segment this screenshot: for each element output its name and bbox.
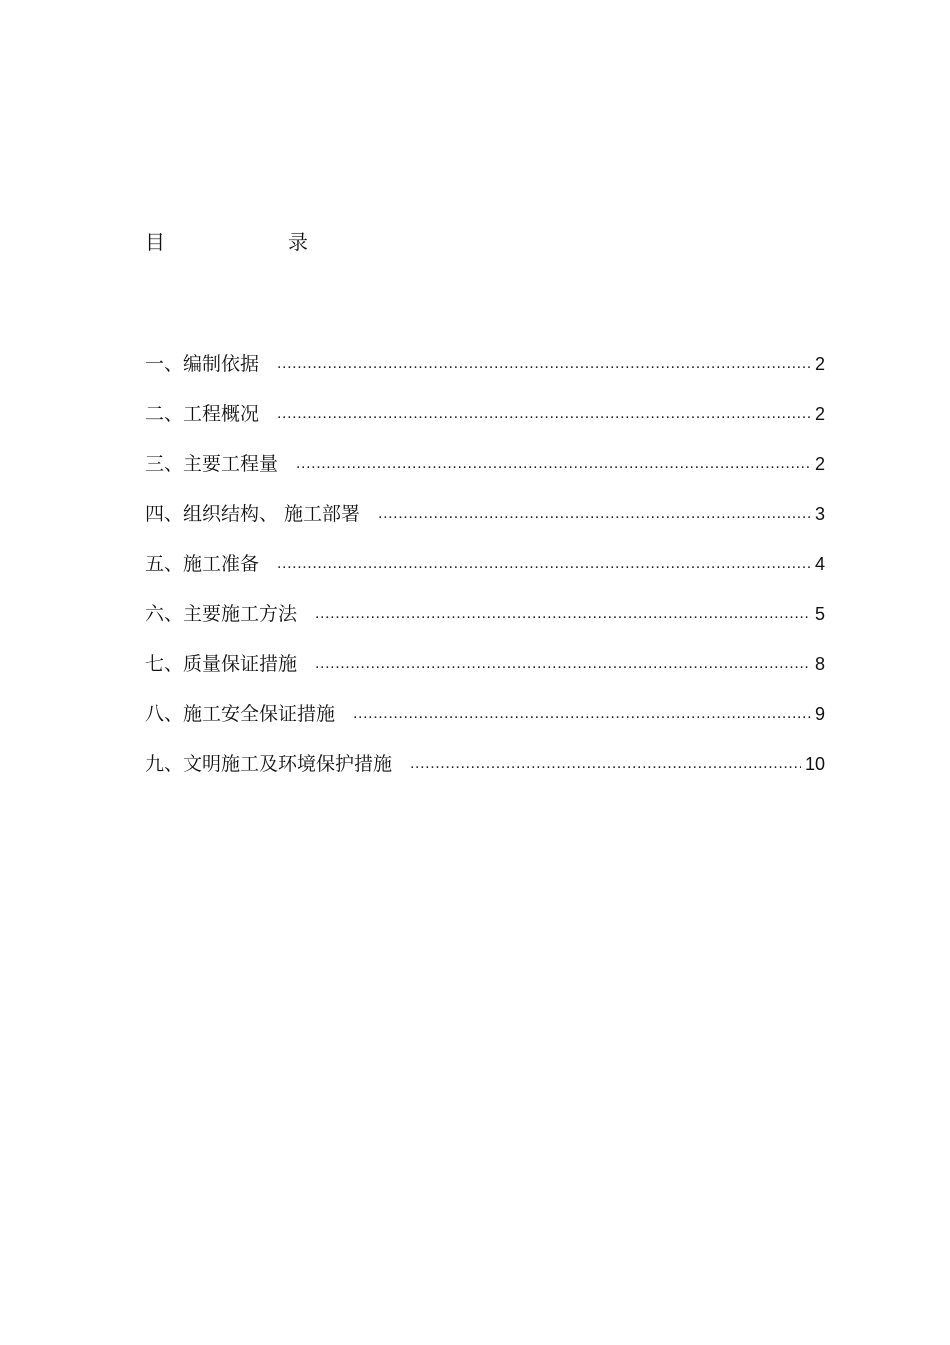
- toc-page-number: 9: [814, 704, 825, 724]
- toc-dot-leader: [277, 552, 811, 576]
- toc-entry-8[interactable]: [145, 678, 825, 728]
- toc-dot-leader: [277, 352, 811, 376]
- toc-entry-6[interactable]: [145, 578, 825, 628]
- toc-entry-9[interactable]: [145, 728, 825, 778]
- toc-page-number: 2: [814, 404, 825, 424]
- toc-title: [145, 228, 325, 256]
- toc-entry-label: 七、质量保证措施: [145, 653, 298, 675]
- toc-entry-label: 九、文明施工及环境保护措施: [145, 753, 393, 775]
- toc-dot-leader: [296, 452, 811, 476]
- toc-entry-1[interactable]: [145, 328, 825, 378]
- toc-page-number: 4: [814, 554, 825, 574]
- toc-dot-leader: [315, 652, 811, 676]
- toc-dot-leader: [410, 752, 801, 776]
- toc-dot-leader: [353, 702, 811, 726]
- toc-entry-5[interactable]: [145, 528, 825, 578]
- toc-page-number: 3: [814, 504, 825, 524]
- toc-dot-leader: [315, 602, 811, 626]
- toc-entry-3[interactable]: [145, 428, 825, 478]
- toc-entry-7[interactable]: [145, 628, 825, 678]
- toc-dot-leader: [378, 502, 811, 526]
- toc-entry-label: 六、主要施工方法: [145, 603, 298, 625]
- toc-entry-label: 四、组织结构、 施工部署: [145, 503, 361, 525]
- toc-page-number: 2: [814, 454, 825, 474]
- toc-entry-label: 三、主要工程量: [145, 453, 279, 475]
- toc-title-char-2: 录: [288, 230, 308, 254]
- toc-title-char-1: 目: [145, 230, 165, 254]
- toc-entry-4[interactable]: [145, 478, 825, 528]
- toc-entry-label: 一、编制依据: [145, 353, 260, 375]
- toc-list: [145, 328, 825, 778]
- toc-entry-2[interactable]: [145, 378, 825, 428]
- toc-entry-label: 八、施工安全保证措施: [145, 703, 336, 725]
- toc-page-number: 2: [814, 354, 825, 374]
- toc-entry-label: 二、工程概况: [145, 403, 260, 425]
- toc-page-number: 5: [814, 604, 825, 624]
- toc-page-number: 10: [804, 754, 825, 774]
- toc-dot-leader: [277, 402, 811, 426]
- toc-page-number: 8: [814, 654, 825, 674]
- toc-entry-label: 五、施工准备: [145, 553, 260, 575]
